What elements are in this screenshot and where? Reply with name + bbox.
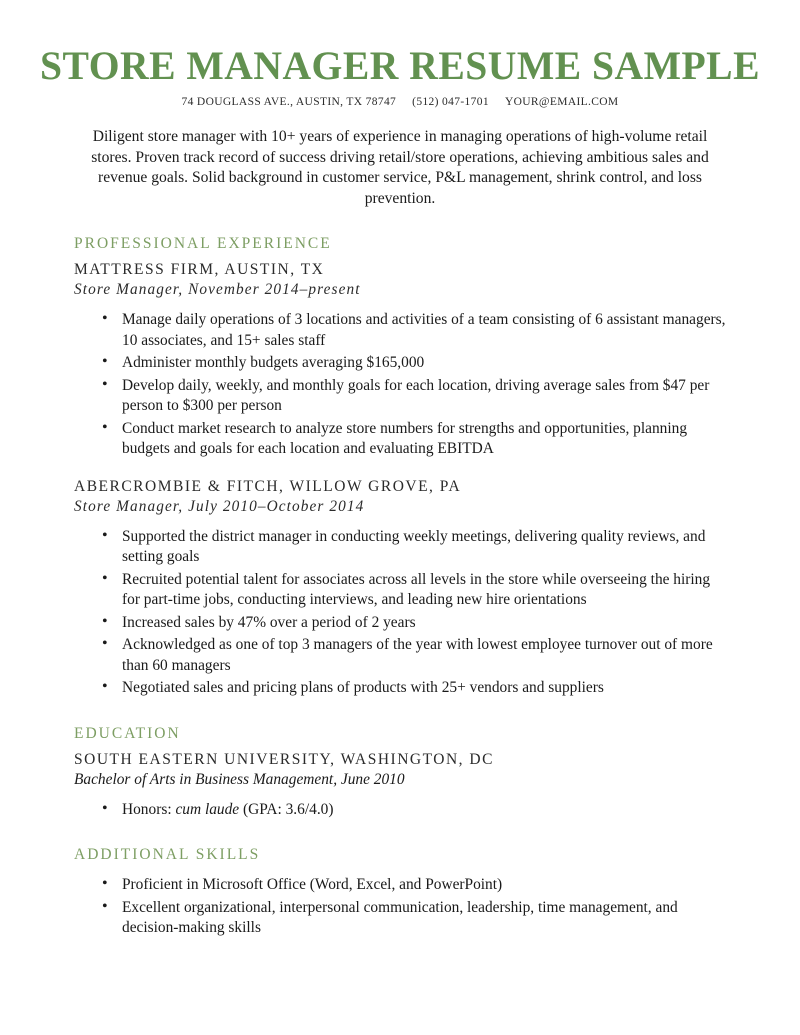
job-organization: MATTRESS FIRM, AUSTIN, TX xyxy=(74,261,325,278)
list-item: • Proficient in Microsoft Office (Word, Excel, and PowerPoint) xyxy=(74,875,726,896)
page-title: STORE MANAGER RESUME SAMPLE xyxy=(39,43,761,88)
contact-line xyxy=(0,95,800,109)
education-bullet-list xyxy=(74,800,726,821)
professional-summary: Diligent store manager with 10+ years of experience in managing operations of high-volume retail stores. Proven track record of success driving retail/store operations, achieving ambitious sales and revenue goals. Solid background in customer service, P&L management, shrink control, and loss prevention. xyxy=(91,128,709,207)
list-item: • Develop daily, weekly, and monthly goals for each location, driving average sales from $47 per person to $300 per person xyxy=(74,376,726,417)
list-item: • Administer monthly budgets averaging $165,000 xyxy=(74,353,726,374)
resume-header xyxy=(0,0,800,109)
honors-prefix: Honors: xyxy=(122,800,176,818)
list-item: • Acknowledged as one of top 3 managers of the year with lowest employee turnover out of more than 60 managers xyxy=(74,635,726,676)
list-item: • Negotiated sales and pricing plans of products with 25+ vendors and suppliers xyxy=(74,678,726,699)
job-bullet-list xyxy=(74,310,726,460)
list-item: • Supported the district manager in conducting weekly meetings, delivering quality reviews, and setting goals xyxy=(74,527,726,568)
education-degree: Bachelor of Arts in Business Management, June 2010 xyxy=(74,770,405,788)
job-bullet-list xyxy=(74,527,726,699)
section-education xyxy=(74,725,726,821)
education-school: SOUTH EASTERN UNIVERSITY, WASHINGTON, DC xyxy=(74,750,494,768)
list-item: • Increased sales by 47% over a period of 2 years xyxy=(74,613,726,634)
section-heading-education: EDUCATION xyxy=(74,724,181,742)
section-heading-skills: ADDITIONAL SKILLS xyxy=(74,846,261,863)
job-entry xyxy=(74,260,726,460)
job-role-dates: Store Manager, November 2014–present xyxy=(74,281,361,298)
honors-italic-text: cum laude xyxy=(175,800,240,818)
section-heading-experience: PROFESSIONAL EXPERIENCE xyxy=(74,235,332,252)
section-professional-experience xyxy=(74,235,726,699)
job-organization: ABERCROMBIE & FITCH, WILLOW GROVE, PA xyxy=(74,477,462,495)
contact-phone: (512) 047-1701 xyxy=(412,96,489,108)
resume-body xyxy=(74,235,726,939)
list-item: • Manage daily operations of 3 locations and activities of a team consisting of 6 assistant managers, 10 associates, and 15+ sales staff xyxy=(74,310,726,351)
honors-suffix: (GPA: 3.6/4.0) xyxy=(239,800,334,818)
list-item: • Excellent organizational, interpersonal communication, leadership, time management, and decision-making skills xyxy=(74,898,726,939)
job-entry xyxy=(74,477,726,699)
section-additional-skills xyxy=(74,846,726,939)
list-item: • Conduct market research to analyze store numbers for strengths and opportunities, planning budgets and goals for each location and evaluating EBITDA xyxy=(74,419,726,460)
list-item: • Recruited potential talent for associates across all levels in the store while overseeing the hiring for part-time jobs, conducting interviews, and leading new hire orientations xyxy=(74,570,726,611)
skills-bullet-list xyxy=(74,875,726,939)
job-role-dates: Store Manager, July 2010–October 2014 xyxy=(74,497,365,515)
contact-address: 74 DOUGLASS AVE., AUSTIN, TX 78747 xyxy=(181,96,397,108)
contact-email: YOUR@EMAIL.COM xyxy=(504,96,619,108)
list-item xyxy=(74,800,726,821)
